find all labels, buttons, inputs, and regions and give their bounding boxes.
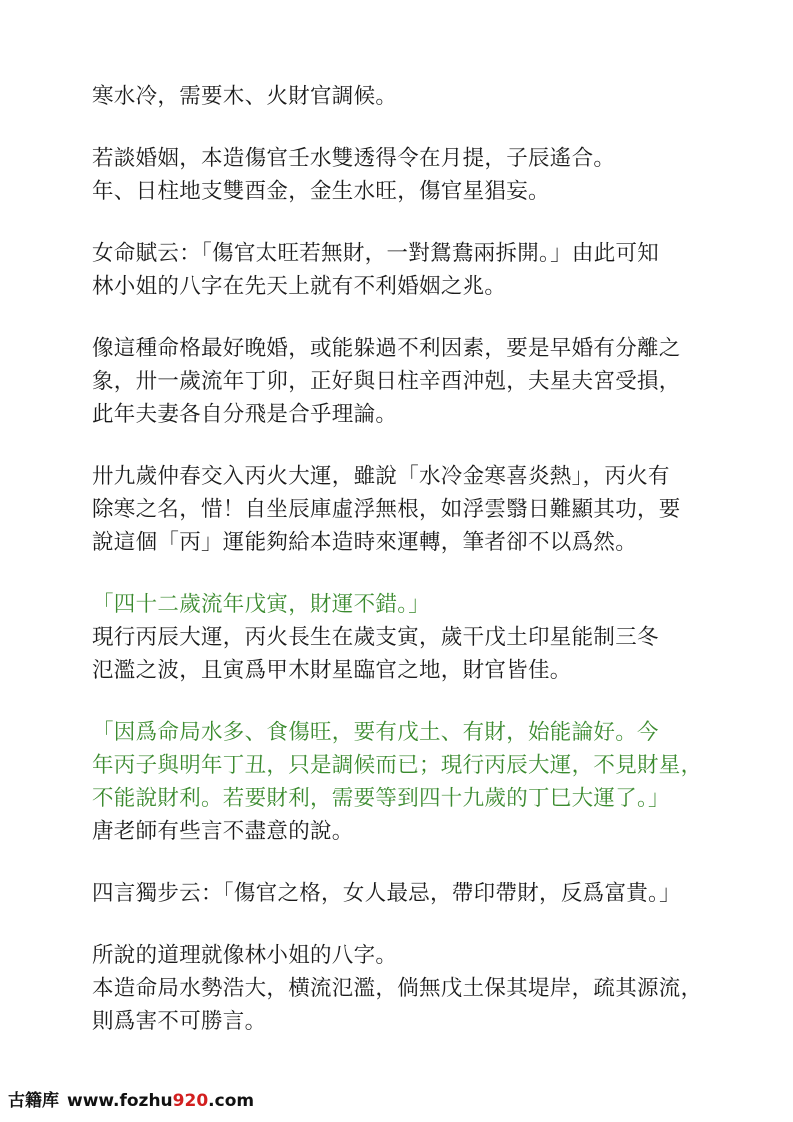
footer-url-prefix: www.fozhu xyxy=(67,1091,173,1111)
footer-watermark xyxy=(8,1086,254,1111)
text-line: 林小姐的八字在先天上就有不利婚姻之兆。 xyxy=(92,274,507,299)
text-line: 此年夫妻各自分飛是合乎理論。 xyxy=(92,402,398,427)
document-body xyxy=(92,80,742,1067)
text-line: 除寒之名，惜！自坐辰庫虛浮無根，如浮雲翳日難顯其功，要 xyxy=(92,497,681,522)
paragraph-1 xyxy=(92,80,742,113)
text-line: 像這種命格最好晚婚，或能躲過不利因素，要是早婚有分離之 xyxy=(92,336,681,361)
quote-line: 「四十二歲流年戊寅，財運不錯。」 xyxy=(92,592,431,617)
text-line: 寒水冷，需要木、火財官調候。 xyxy=(92,84,398,109)
text-line: 女命賦云：「傷官太旺若無財，一對鴛鴦兩拆開。」由此可知 xyxy=(92,241,660,266)
text-line: 卅九歲仲春交入丙火大運，雖說「水冷金寒喜炎熱」，丙火有 xyxy=(92,464,670,489)
footer-url-number: 920 xyxy=(172,1091,209,1111)
paragraph-9 xyxy=(92,939,742,1038)
text-line: 四言獨步云：「傷官之格，女人最忌，帶印帶財，反爲富貴。」 xyxy=(92,881,681,906)
text-line: 氾濫之波，且寅爲甲木財星臨官之地，財官皆佳。 xyxy=(92,658,572,683)
text-line: 本造命局水勢浩大，横流氾濫，倘無戊土保其堤岸，疏其源流， xyxy=(92,976,703,1001)
text-line: 所說的道理就像林小姐的八字。 xyxy=(92,943,398,968)
quote-line: 年丙子與明年丁丑，只是調候而已；現行丙辰大運，不見財星， xyxy=(92,753,703,778)
paragraph-4 xyxy=(92,332,742,431)
paragraph-6 xyxy=(92,588,742,687)
quote-line: 不能說財利。若要財利，需要等到四十九歲的丁巳大運了。」 xyxy=(92,786,670,811)
quote-line: 「因爲命局水多、食傷旺，要有戊土、有財，始能論好。今 xyxy=(92,720,659,745)
text-line: 說這個「丙」運能夠給本造時來運轉，筆者卻不以爲然。 xyxy=(92,530,638,555)
paragraph-7 xyxy=(92,716,742,848)
paragraph-5 xyxy=(92,460,742,559)
footer-url-suffix: .com xyxy=(208,1091,255,1111)
paragraph-8 xyxy=(92,877,742,910)
text-line: 若談婚姻，本造傷官壬水雙透得令在月提，子辰遙合。 xyxy=(92,146,616,171)
footer-brand: 古籍库 xyxy=(8,1091,59,1111)
paragraph-3 xyxy=(92,237,742,303)
text-line: 年、日柱地支雙酉金，金生水旺，傷官星猖妄。 xyxy=(92,179,550,204)
text-line: 唐老師有些言不盡意的說。 xyxy=(92,819,354,844)
paragraph-2 xyxy=(92,142,742,208)
text-line: 則爲害不可勝言。 xyxy=(92,1009,267,1034)
text-line: 現行丙辰大運，丙火長生在歲支寅，歲干戊土印星能制三冬 xyxy=(92,625,659,650)
text-line: 象，卅一歲流年丁卯，正好與日柱辛酉沖剋，夫星夫宮受損， xyxy=(92,369,681,394)
